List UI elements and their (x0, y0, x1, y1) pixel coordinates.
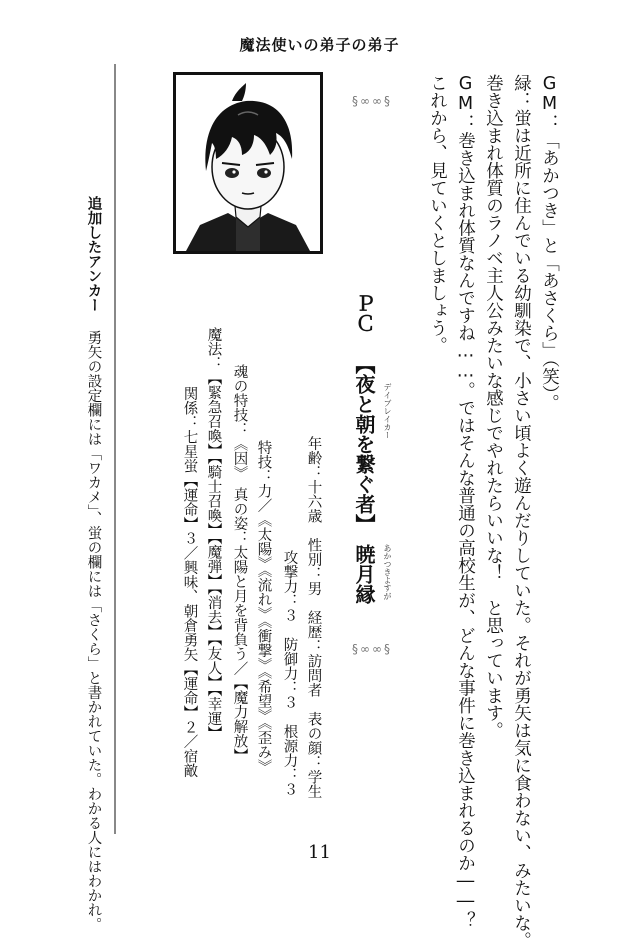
dialogue-line-4: GM：巻き込まれ体質なんですね……。ではそんな普通の高校生が、どんな事件に巻き込まれるのか――？ (455, 74, 476, 929)
dialogue-line-5: これから、見ていくとしましょう。 (427, 74, 448, 354)
character-name-ruby: あかつきよすが (383, 544, 392, 600)
stat-line-profile: 年齢：十六歳 性別：男 経歴：訪問者 表の顔：学生 (305, 436, 322, 799)
stat-line-relations: 関係：七星蛍【運命】３／興味、朝倉勇矢【運命】２／宿敵 (181, 386, 198, 778)
stat-line-skills: 特技：力／《太陽》《流れ》《衝撃》《希望》《歪み》 (255, 440, 272, 774)
dialogue-line-3: 巻き込まれ体質のラノベ主人公みたいな感じでやれたらいいな！ と思っています。 (483, 74, 504, 739)
stat-line-power: 攻撃力：３ 防御力：３ 根源力：３ (281, 550, 298, 797)
pc-label: ＰＣ (352, 293, 376, 333)
portrait-illustration (176, 75, 320, 251)
sidebar-title: 追加したアンカー (85, 196, 102, 312)
character-title: 【夜と朝を繋ぐ者】 (352, 354, 376, 534)
ornament-bottom: §∞∞§ (352, 642, 392, 656)
ornament-top: §∞∞§ (352, 94, 392, 108)
character-portrait (173, 72, 323, 254)
sidebar-divider (114, 64, 116, 834)
sidebar-text: 勇矢の設定欄には「ワカメ」、蛍の欄には「さくら」と書かれていた。わかる人にはわかれ。 (85, 330, 102, 932)
stat-line-soul: 魂の特技：《因》 真の姿：太陽と月を背負う／【魔力解放】 (231, 364, 248, 763)
character-title-ruby: デイブレイカー (383, 383, 392, 439)
page-header: 魔法使いの弟子の弟子 (239, 36, 400, 54)
dialogue-line-1: GM：「あかつき」と「あさくら」（笑）。 (539, 74, 560, 412)
stat-line-magic: 魔法：【緊急召喚】【騎士召喚】【魔弾】【消去】【友人】【幸運】 (205, 327, 222, 741)
dialogue-line-2: 緑：蛍は近所に住んでいる幼馴染で、小さい頃よく遊んだりしていた。それが勇矢は気に食わない、みたいな。 (511, 74, 532, 949)
page-number: 11 (308, 842, 331, 863)
character-name: 暁月縁 (352, 544, 376, 604)
